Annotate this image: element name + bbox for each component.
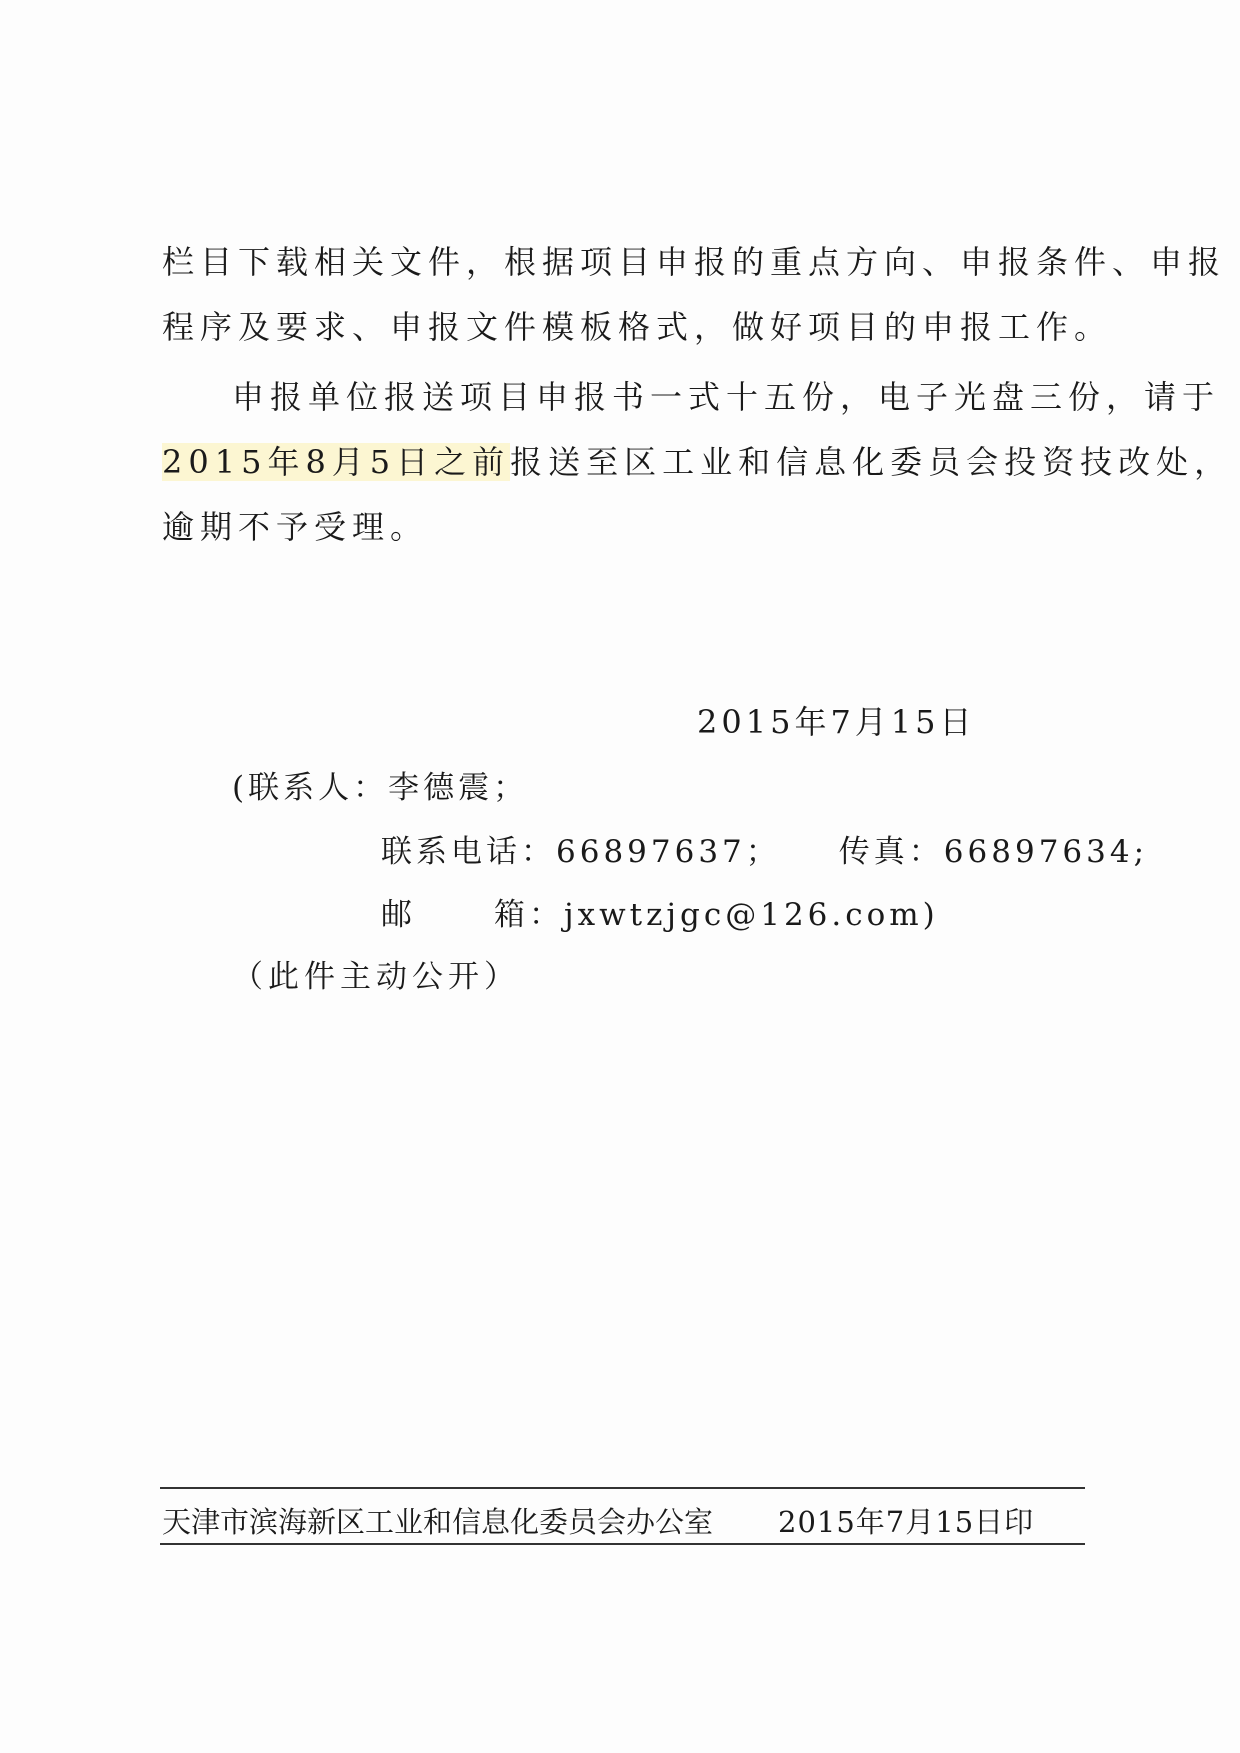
- footer-rule-top: [160, 1487, 1085, 1489]
- contact-mail-line: [381, 889, 939, 934]
- fax-number: 66897634;: [943, 834, 1149, 870]
- body-line-1: 栏目下载相关文件，根据项目申报的重点方向、申报条件、申报: [162, 243, 1227, 281]
- mail-label-1: 邮: [381, 897, 416, 933]
- signature-date: 2015年7月15日: [697, 703, 976, 741]
- body-line-5: 逾期不予受理。: [162, 508, 429, 546]
- phone-label: 联系电话：: [381, 834, 556, 870]
- mail-label-2: 箱：: [494, 897, 564, 933]
- phone-number: 66897637；: [556, 834, 781, 870]
- footer-office: 天津市滨海新区工业和信息化委员会办公室: [162, 1505, 714, 1539]
- fax-label: 传真：: [838, 834, 944, 870]
- body-line-4: [162, 442, 1232, 482]
- footer-rule-bottom: [160, 1543, 1085, 1545]
- body-line-2: 程序及要求、申报文件模板格式，做好项目的申报工作。: [162, 308, 1113, 346]
- body-line-4-rest: 报送至区工业和信息化委员会投资技改处，: [510, 443, 1233, 481]
- footer-printed-date: 2015年7月15日印: [778, 1505, 1035, 1539]
- contact-phone-line: [381, 826, 1148, 871]
- contact-person: (联系人：李德震；: [232, 770, 529, 806]
- highlighted-deadline: 2015年8月5日之前: [162, 443, 511, 481]
- mail-address: jxwtzjgc@126.com): [564, 897, 939, 933]
- disclosure-note: （此件主动公开）: [232, 959, 520, 995]
- body-line-3: 申报单位报送项目申报书一式十五份，电子光盘三份，请于: [232, 378, 1221, 416]
